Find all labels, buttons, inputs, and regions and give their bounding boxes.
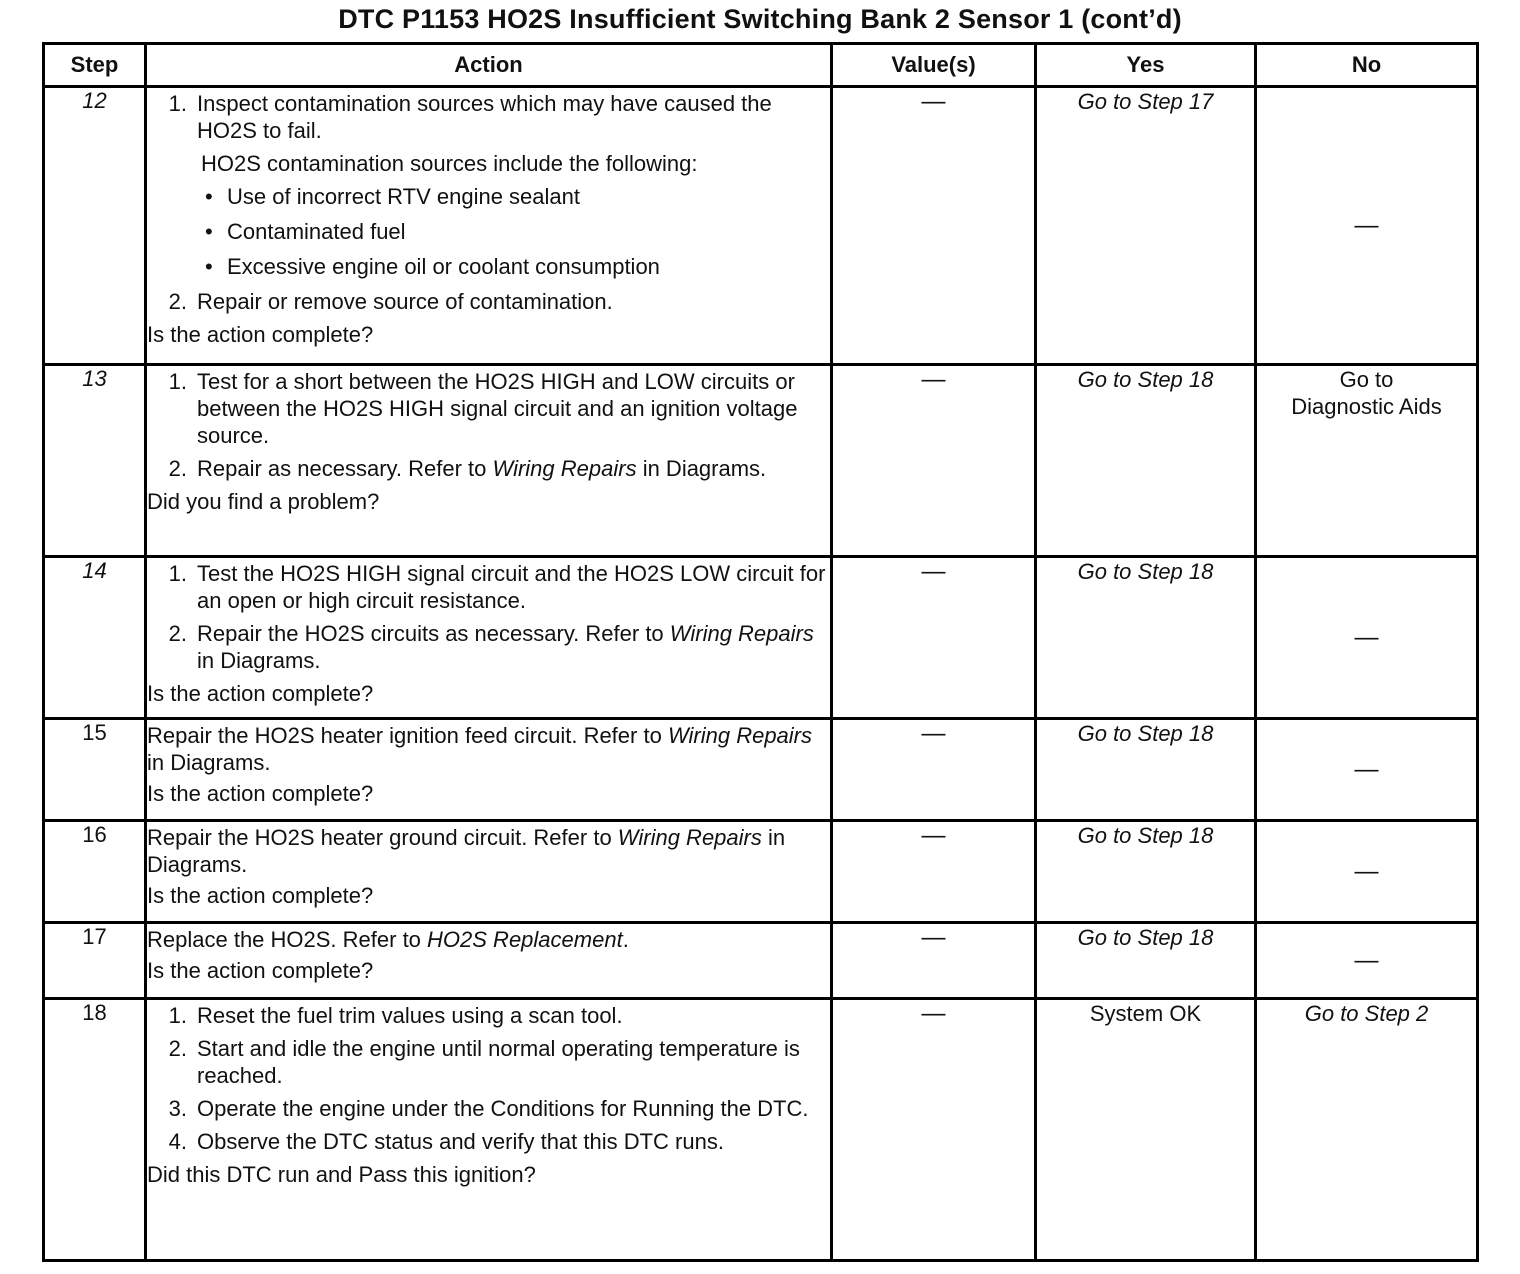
column-header-yes: Yes — [1036, 44, 1256, 87]
action-cell — [146, 557, 832, 719]
step-number: 14 — [44, 557, 146, 719]
yes-cell: Go to Step 18 — [1036, 365, 1256, 557]
numbered-item: 2. Repair as necessary. Refer to Wiring Repairs in Diagrams. — [168, 456, 767, 481]
step-number: 16 — [44, 821, 146, 923]
numbered-item: 1. Test the HO2S HIGH signal circuit and the HO2S LOW circuit for an open or high circuit resistance. — [147, 560, 830, 614]
column-header-no: No — [1256, 44, 1478, 87]
numbered-item: 1. Reset the fuel trim values using a scan tool. — [147, 1002, 830, 1029]
no-cell: — — [1256, 719, 1478, 821]
numbered-item: 3. Operate the engine under the Conditions for Running the DTC. — [147, 1095, 830, 1122]
item-text: Reset the fuel trim values using a scan tool. — [197, 1003, 623, 1028]
value-cell: — — [832, 719, 1036, 821]
action-text: in Diagrams. — [147, 750, 271, 775]
no-line: Go to — [1339, 367, 1394, 392]
table-row-step-17 — [44, 923, 1478, 999]
table-row-step-18 — [44, 999, 1478, 1261]
table-row-step-13 — [44, 365, 1478, 557]
no-line: Diagnostic Aids — [1291, 394, 1442, 419]
column-header-values: Value(s) — [832, 44, 1036, 87]
note-text: HO2S contamination sources include the following: — [201, 151, 698, 176]
bullet-icon: • — [205, 254, 213, 279]
item-text: Repair as necessary. Refer to — [197, 456, 493, 481]
bullet-icon: • — [205, 219, 213, 244]
step-number: 12 — [44, 87, 146, 365]
bullet-text: Excessive engine oil or coolant consumption — [227, 254, 660, 279]
yes-cell: Go to Step 18 — [1036, 923, 1256, 999]
value-cell: — — [832, 365, 1036, 557]
action-text: in Diagrams. — [147, 825, 786, 877]
table-row-step-12 — [44, 87, 1478, 365]
no-cell: Go to Step 2 — [1256, 999, 1478, 1261]
step-number: 18 — [44, 999, 146, 1261]
value-cell: — — [832, 923, 1036, 999]
item-text: Inspect contamination sources which may have caused the HO2S to fail. — [197, 91, 772, 143]
question-text: Did you find a problem? — [147, 489, 380, 514]
question-text: Is the action complete? — [147, 781, 374, 806]
yes-cell: Go to Step 18 — [1036, 557, 1256, 719]
step-number: 13 — [44, 365, 146, 557]
action-cell — [146, 923, 832, 999]
numbered-item: 2. Repair or remove source of contamination. — [147, 288, 830, 315]
value-cell: — — [832, 821, 1036, 923]
action-cell — [146, 999, 832, 1261]
yes-cell: Go to Step 17 — [1036, 87, 1256, 365]
action-cell — [146, 821, 832, 923]
page-title: DTC P1153 HO2S Insufficient Switching Bank 2 Sensor 1 (cont’d) — [338, 4, 1182, 34]
item-text: Observe the DTC status and verify that this DTC runs. — [197, 1129, 724, 1154]
numbered-item: 2. Start and idle the engine until normal operating temperature is reached. — [147, 1035, 830, 1089]
yes-cell: Go to Step 18 — [1036, 821, 1256, 923]
bullet-text: Contaminated fuel — [227, 219, 406, 244]
no-cell: — — [1256, 821, 1478, 923]
question-text: Is the action complete? — [147, 322, 374, 347]
step-number: 17 — [44, 923, 146, 999]
question-text: Is the action complete? — [147, 958, 374, 983]
action-cell — [146, 365, 832, 557]
item-text: Operate the engine under the Conditions for Running the DTC. — [197, 1096, 809, 1121]
step-number: 15 — [44, 719, 146, 821]
value-cell: — — [832, 87, 1036, 365]
reference-link-text: Wiring Repairs — [492, 456, 637, 481]
item-text: Repair or remove source of contamination. — [197, 289, 613, 314]
diagnostic-table — [42, 42, 1479, 1262]
bullet-item — [205, 253, 830, 280]
action-cell — [146, 87, 832, 365]
item-text: Repair the HO2S circuits as necessary. Refer to — [197, 621, 670, 646]
table-header-row — [44, 44, 1478, 87]
reference-link-text: HO2S Replacement — [427, 927, 623, 952]
value-cell: — — [832, 557, 1036, 719]
action-text: . — [622, 927, 629, 952]
item-text: Test the HO2S HIGH signal circuit and the HO2S LOW circuit for an open or high circuit resistance. — [197, 561, 826, 613]
no-cell: — — [1256, 923, 1478, 999]
numbered-item: 1. Test for a short between the HO2S HIGH and LOW circuits or between the HO2S HIGH signal circuit and an ignition voltage source. — [147, 368, 830, 449]
item-text: Test for a short between the HO2S HIGH and LOW circuits or between the HO2S HIGH signal circuit and an ignition voltage source. — [197, 369, 798, 448]
no-cell: — — [1256, 557, 1478, 719]
reference-link-text: Wiring Repairs — [669, 621, 814, 646]
no-cell — [1256, 365, 1478, 557]
action-text: Repair the HO2S heater ground circuit. Refer to — [147, 825, 618, 850]
column-header-action: Action — [146, 44, 832, 87]
action-text: Replace the HO2S. Refer to — [147, 927, 428, 952]
table-row-step-14 — [44, 557, 1478, 719]
yes-cell: System OK — [1036, 999, 1256, 1261]
table-row-step-15 — [44, 719, 1478, 821]
bullet-icon: • — [205, 184, 213, 209]
numbered-item: 4. Observe the DTC status and verify that this DTC runs. — [147, 1128, 830, 1155]
bullet-item — [205, 183, 830, 210]
value-cell: — — [832, 999, 1036, 1261]
column-header-step: Step — [44, 44, 146, 87]
question-text: Is the action complete? — [147, 883, 374, 908]
yes-cell: Go to Step 18 — [1036, 719, 1256, 821]
bullet-text: Use of incorrect RTV engine sealant — [227, 184, 580, 209]
no-cell: — — [1256, 87, 1478, 365]
question-text: Is the action complete? — [147, 681, 374, 706]
question-text: Did this DTC run and Pass this ignition? — [147, 1162, 536, 1187]
item-text: in Diagrams. — [197, 648, 321, 673]
action-text: Repair the HO2S heater ignition feed circuit. Refer to — [147, 723, 668, 748]
table-row-step-16 — [44, 821, 1478, 923]
reference-link-text: Wiring Repairs — [667, 723, 813, 748]
numbered-item: 1. Inspect contamination sources which may have caused the HO2S to fail. — [147, 90, 830, 144]
item-text: in Diagrams. — [636, 456, 767, 481]
item-text: Start and idle the engine until normal operating temperature is reached. — [197, 1036, 800, 1088]
action-cell — [146, 719, 832, 821]
bullet-item — [205, 218, 830, 245]
reference-link-text: Wiring Repairs — [617, 825, 762, 850]
numbered-item: 2. Repair the HO2S circuits as necessary. Refer to Wiring Repairs in Diagrams. — [168, 621, 814, 673]
